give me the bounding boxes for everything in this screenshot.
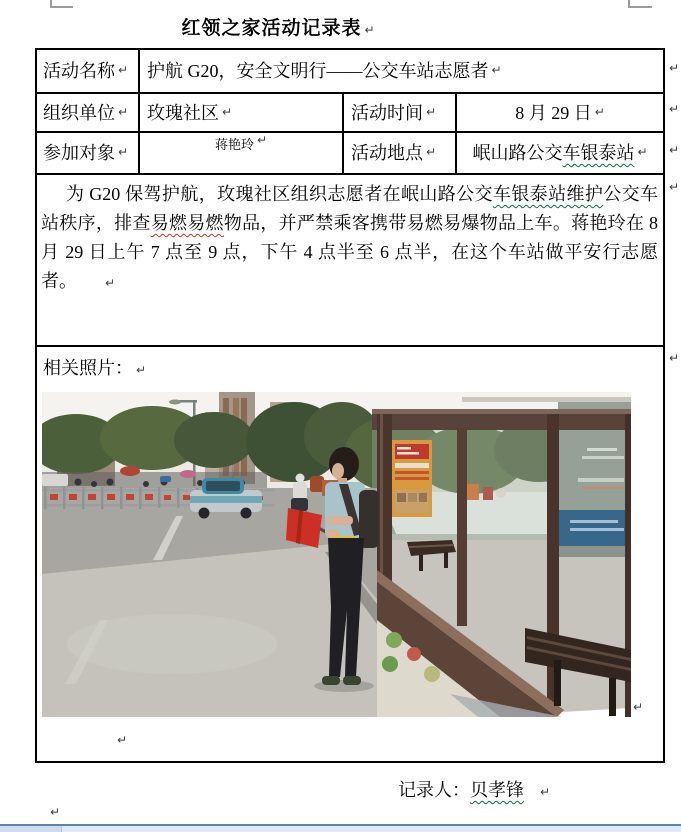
location-value-flagged: 车银泰站 xyxy=(562,143,635,163)
table-row-divider xyxy=(35,345,665,347)
summary-grammar-flagged-text: 车银泰站维护 xyxy=(492,184,604,204)
participants-label: 参加对象 xyxy=(43,143,115,163)
activity-name-label-cell[interactable] xyxy=(35,48,146,92)
pilcrow-mark: ↵ xyxy=(118,63,129,77)
time-label-cell[interactable] xyxy=(344,92,462,131)
location-value-cell[interactable] xyxy=(455,131,665,173)
pilcrow-mark: ↵ xyxy=(118,145,129,159)
scrollbar-left-segment[interactable] xyxy=(0,826,62,832)
pilcrow-mark: ↵ xyxy=(364,23,375,37)
photo-bus-shelter xyxy=(372,397,631,717)
pilcrow-mark: ↵ xyxy=(637,145,648,159)
organizer-value-cell[interactable] xyxy=(140,92,349,131)
photos-label: 相关照片： xyxy=(43,358,133,378)
recorder-row[interactable] xyxy=(398,776,550,802)
summary-text: 公交车站秩序，排查 xyxy=(41,184,659,233)
pilcrow-mark: ↵ xyxy=(117,733,128,747)
organizer-value: 玫瑰社区 xyxy=(147,102,219,123)
row-end-mark: ↵ xyxy=(669,102,680,116)
pilcrow-mark: ↵ xyxy=(633,700,644,714)
page-title: 红领之家活动记录表 xyxy=(181,18,362,39)
participants-label-cell[interactable] xyxy=(35,131,146,173)
pilcrow-mark: ↵ xyxy=(594,104,605,119)
recorder-name: 贝孝锋 xyxy=(470,780,524,800)
pilcrow-mark: ↵ xyxy=(426,145,437,159)
pilcrow-mark: ↵ xyxy=(222,104,233,119)
pilcrow-mark: ↵ xyxy=(105,276,116,290)
participants-value: 蒋艳玲 xyxy=(214,137,254,152)
location-label: 活动地点 xyxy=(351,143,423,163)
photos-label-row[interactable] xyxy=(43,354,146,380)
pilcrow-mark: ↵ xyxy=(136,363,147,377)
summary-text: 物品，并严禁乘客携带易燃易爆物品上车。蒋艳玲在 8 月 29 日上午 7 点至 9 点，下午 4 点半至 6 点半，在这个车站做平安行志愿者。 xyxy=(41,213,659,291)
time-value-cell[interactable] xyxy=(455,92,665,131)
activity-photo[interactable] xyxy=(42,392,631,717)
row-end-mark: ↵ xyxy=(669,143,680,157)
photo-illustration xyxy=(42,392,631,717)
horizontal-scrollbar[interactable] xyxy=(0,826,681,832)
time-value: 8 月 29 日 xyxy=(515,102,592,123)
pilcrow-mark: ↵ xyxy=(50,805,61,819)
activity-name-label: 活动名称 xyxy=(43,61,115,81)
pilcrow-mark: ↵ xyxy=(256,133,268,147)
activity-summary-paragraph[interactable] xyxy=(37,173,663,296)
organizer-label: 组织单位 xyxy=(43,102,115,123)
pilcrow-mark: ↵ xyxy=(491,63,502,77)
pilcrow-mark: ↵ xyxy=(118,104,129,119)
location-value-plain: 岷山路公交 xyxy=(472,143,563,163)
activity-name-value: 护航 G20，安全文明行——公交车站志愿者 xyxy=(147,61,489,81)
activity-name-value-cell[interactable] xyxy=(140,48,672,92)
crop-mark-top-left-arm xyxy=(50,6,73,8)
row-end-mark: ↵ xyxy=(669,61,680,75)
location-label-cell[interactable] xyxy=(344,131,462,173)
crop-mark-top-right-arm xyxy=(628,6,652,8)
time-label: 活动时间 xyxy=(351,102,423,123)
summary-text: 为 G20 保驾护航，玫瑰社区组织志愿者在岷山路公交 xyxy=(66,184,493,204)
row-end-mark: ↵ xyxy=(669,351,680,365)
summary-spelling-flagged-text: 易燃易燃 xyxy=(150,213,224,233)
organizer-label-cell[interactable] xyxy=(35,92,146,131)
pilcrow-mark: ↵ xyxy=(426,104,437,119)
participants-value-cell[interactable] xyxy=(140,131,342,176)
pilcrow-mark: ↵ xyxy=(540,785,551,799)
title-row[interactable] xyxy=(0,13,556,40)
recorder-label: 记录人： xyxy=(398,780,470,800)
row-end-mark: ↵ xyxy=(669,180,680,194)
